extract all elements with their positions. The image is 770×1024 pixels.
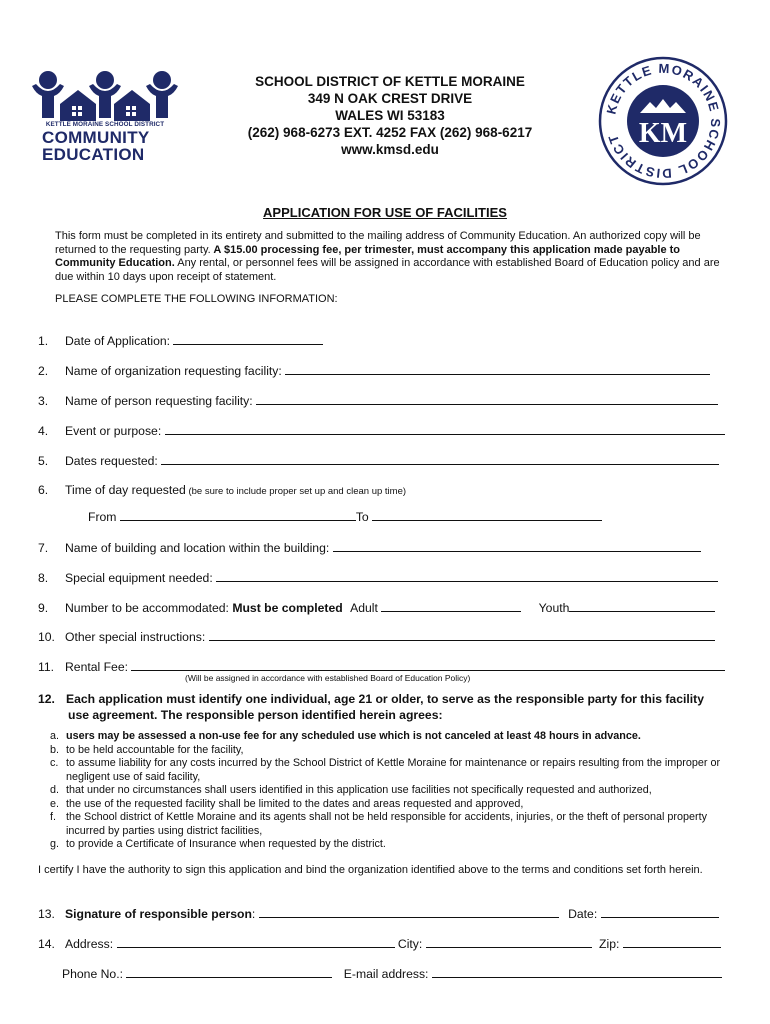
field-row-organization bbox=[38, 361, 710, 379]
field-label: Signature of responsible person bbox=[65, 907, 252, 921]
intro-text-1: This form must be completed in its entirety and submitted to the mailing address of Community Education. An authorized copy will be returned to the requesting party. bbox=[55, 230, 701, 256]
agreement-item bbox=[50, 784, 730, 798]
agreement-letter: b. bbox=[50, 743, 60, 756]
item-number: 2. bbox=[38, 364, 49, 378]
item-number: 3. bbox=[38, 394, 49, 408]
field-row-requesting-person bbox=[38, 391, 718, 409]
seal-initials: KM bbox=[638, 118, 688, 149]
organization-name-field[interactable] bbox=[285, 361, 710, 375]
from-label: From bbox=[88, 510, 117, 524]
city-label: City: bbox=[397, 937, 423, 951]
intro-text-2: Any rental, or personnel fees will be assigned in accordance with established Board of Education policy and are due within 10 days upon receipt of statement. bbox=[55, 257, 720, 283]
field-row-dates bbox=[38, 451, 719, 469]
agreement-text: that under no circumstances shall users identified in this application use facilities not specifically requested and authorized, bbox=[66, 784, 652, 796]
logo-word-education: EDUCATION bbox=[42, 145, 145, 164]
youth-count-field[interactable] bbox=[569, 598, 715, 612]
rental-fee-note: (Will be assigned in accordance with established Board of Education Policy) bbox=[185, 673, 471, 683]
agreement-list bbox=[50, 730, 730, 852]
adult-count-field[interactable] bbox=[381, 598, 521, 612]
field-label: Event or purpose: bbox=[65, 424, 162, 438]
field-row-event bbox=[38, 421, 725, 439]
agreement-letter: d. bbox=[50, 784, 60, 796]
agreement-item bbox=[50, 798, 730, 812]
time-to-field[interactable] bbox=[372, 507, 602, 521]
agreement-text: users may be assessed a non-use fee for any scheduled use which is not canceled at least 48 hours in advance. bbox=[66, 730, 641, 742]
field-label: Date of Application: bbox=[65, 334, 171, 348]
item-number: 8. bbox=[38, 571, 49, 585]
field-label: Name of person requesting facility: bbox=[65, 394, 253, 408]
address-field[interactable] bbox=[117, 934, 395, 948]
field-label: Number to be accommodated: bbox=[65, 601, 229, 615]
agreement-text: to assume liability for any costs incurred by the School District of Kettle Moraine for maintenance or repairs resulting from the improper or negligent use of said facility, bbox=[66, 757, 721, 783]
responsible-party-statement bbox=[38, 691, 738, 723]
item-number: 6. bbox=[38, 483, 49, 497]
zip-label: Zip: bbox=[599, 937, 620, 951]
header-city: WALES WI 53183 bbox=[335, 108, 445, 123]
signature-field[interactable] bbox=[259, 904, 559, 918]
field-label: Time of day requested bbox=[65, 483, 186, 497]
form-title: APPLICATION FOR USE OF FACILITIES bbox=[263, 205, 507, 220]
field-row-time-of-day bbox=[38, 481, 406, 499]
item-number: 4. bbox=[38, 424, 49, 438]
item-number: 13. bbox=[38, 907, 55, 921]
item-number: 10. bbox=[38, 630, 55, 644]
field-row-equipment bbox=[38, 568, 718, 586]
field-row-instructions bbox=[38, 627, 715, 645]
district-header bbox=[190, 73, 590, 158]
agreement-item bbox=[50, 730, 730, 744]
field-row-address bbox=[38, 934, 721, 952]
agreement-letter: e. bbox=[50, 797, 60, 810]
building-location-field[interactable] bbox=[333, 538, 701, 552]
time-from-field[interactable] bbox=[120, 507, 356, 521]
field-row-signature bbox=[38, 904, 719, 922]
item-number: 14. bbox=[38, 937, 55, 951]
other-instructions-field[interactable] bbox=[209, 627, 715, 641]
requesting-person-field[interactable] bbox=[256, 391, 718, 405]
agreement-text: to be held accountable for the facility, bbox=[66, 743, 244, 756]
dates-requested-field[interactable] bbox=[161, 451, 719, 465]
agreement-text: to provide a Certificate of Insurance when requested by the district. bbox=[66, 838, 386, 850]
agreement-letter: c. bbox=[50, 757, 59, 769]
statement-line-1: Each application must identify one individual, age 21 or older, to serve as the responsible party for this facility bbox=[66, 692, 704, 706]
email-label: E-mail address: bbox=[343, 967, 429, 981]
field-label: Other special instructions: bbox=[65, 630, 206, 644]
date-label: Date: bbox=[568, 907, 598, 921]
email-field[interactable] bbox=[432, 964, 722, 978]
signature-date-field[interactable] bbox=[601, 904, 719, 918]
field-row-building bbox=[38, 538, 701, 556]
agreement-text: the use of the requested facility shall be limited to the dates and areas requested and approved, bbox=[66, 797, 524, 810]
item-number: 11. bbox=[38, 660, 55, 674]
statement-line-2: use agreement. The responsible person identified herein agrees: bbox=[68, 708, 443, 722]
zip-field[interactable] bbox=[623, 934, 721, 948]
header-street: 349 N OAK CREST DRIVE bbox=[307, 91, 473, 106]
field-label: Address: bbox=[65, 937, 114, 951]
header-district-name: SCHOOL DISTRICT OF KETTLE MORAINE bbox=[255, 74, 525, 89]
item-number: 9. bbox=[38, 601, 49, 615]
to-label: To bbox=[355, 510, 369, 524]
kmsd-seal-logo bbox=[598, 56, 728, 186]
youth-label: Youth bbox=[538, 601, 570, 615]
item-number: 12. bbox=[38, 692, 55, 706]
field-label: Name of organization requesting facility: bbox=[65, 364, 282, 378]
intro-paragraph bbox=[55, 230, 730, 284]
agreement-item bbox=[50, 744, 730, 758]
field-note: (be sure to include proper set up and clean up time) bbox=[185, 486, 407, 497]
phone-field[interactable] bbox=[126, 964, 332, 978]
field-required-note: Must be completed bbox=[228, 601, 343, 615]
item-number: 5. bbox=[38, 454, 49, 468]
intro-fee-notice: A $15.00 processing fee, per trimester, must accompany this application made payable to Community Education. bbox=[55, 243, 681, 270]
instructions-heading: PLEASE COMPLETE THE FOLLOWING INFORMATION: bbox=[55, 293, 338, 305]
field-label: Special equipment needed: bbox=[65, 571, 213, 585]
logo-word-community: COMMUNITY bbox=[42, 128, 150, 147]
certification-statement: I certify I have the authority to sign this application and bind the organization identified above to the terms and conditions set forth herein. bbox=[38, 864, 703, 876]
header-phone-fax: (262) 968-6273 EXT. 4252 FAX (262) 968-6217 bbox=[247, 125, 533, 140]
special-equipment-field[interactable] bbox=[216, 568, 718, 582]
field-label: Rental Fee: bbox=[65, 660, 129, 674]
agreement-letter: a. bbox=[50, 730, 60, 742]
adult-label: Adult bbox=[350, 601, 378, 615]
field-row-date-of-application bbox=[38, 331, 323, 349]
field-row-time-range bbox=[88, 507, 602, 525]
field-label: Name of building and location within the building: bbox=[65, 541, 330, 555]
item-number: 7. bbox=[38, 541, 49, 555]
field-colon: : bbox=[251, 907, 256, 921]
agreement-item bbox=[50, 811, 730, 838]
field-label: Dates requested: bbox=[65, 454, 158, 468]
agreement-item bbox=[50, 838, 730, 852]
phone-label: Phone No.: bbox=[62, 967, 123, 981]
field-row-contact bbox=[62, 964, 722, 982]
item-number: 1. bbox=[38, 334, 49, 348]
header-website: www.kmsd.edu bbox=[341, 142, 439, 157]
seal-ring-text: KETTLE MORAINE SCHOOL DISTRICT bbox=[603, 60, 724, 182]
rental-fee-field bbox=[131, 657, 725, 671]
field-row-accommodated bbox=[38, 598, 715, 616]
agreement-item bbox=[50, 757, 730, 784]
date-of-application-field[interactable] bbox=[173, 331, 323, 345]
city-field[interactable] bbox=[426, 934, 592, 948]
agreement-letter: f. bbox=[50, 811, 56, 823]
agreement-letter: g. bbox=[50, 838, 60, 850]
agreement-text: the School district of Kettle Moraine and its agents shall not be held responsible for accidents, injuries, or the theft of personal property incurred by parties using district facilities, bbox=[66, 811, 707, 837]
logo-caption: KETTLE MORAINE SCHOOL DISTRICT bbox=[45, 121, 165, 128]
event-purpose-field[interactable] bbox=[165, 421, 725, 435]
